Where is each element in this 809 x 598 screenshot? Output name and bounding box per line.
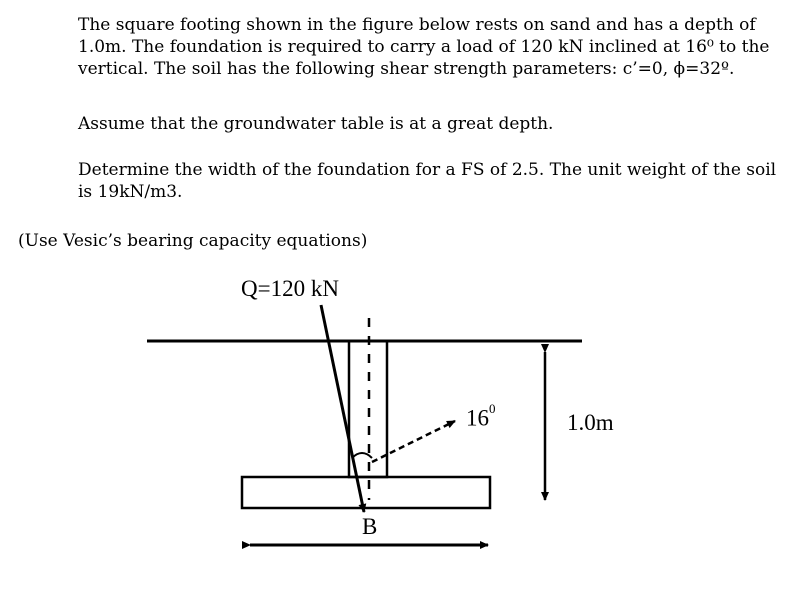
paragraph-2-line-1: Assume that the groundwater table is at a great depth. bbox=[78, 114, 554, 134]
angle-arc bbox=[352, 453, 372, 458]
problem-paragraph-4: (Use Vesic’s bearing capacity equations) bbox=[18, 231, 368, 251]
angle-unit: 0 bbox=[489, 401, 496, 416]
paragraph-1-line-2: 1.0m. The foundation is required to carry a load of 120 kN inclined at 16⁰ to the bbox=[78, 37, 770, 57]
paragraph-3-line-2: is 19kN/m3. bbox=[78, 182, 183, 202]
load-label: Q=120 kN bbox=[241, 276, 339, 301]
angle-value: 16 bbox=[466, 405, 489, 431]
footing-base bbox=[242, 477, 490, 508]
depth-label: 1.0m bbox=[567, 410, 614, 435]
paragraph-1-line-3: vertical. The soil has the following shear strength parameters: c’=0, ϕ=32º. bbox=[78, 59, 735, 79]
width-label: B bbox=[362, 514, 378, 539]
load-arrow bbox=[321, 305, 364, 512]
angle-pointer-arrow bbox=[372, 421, 455, 462]
angle-label bbox=[466, 400, 496, 432]
paragraph-1-line-1: The square footing shown in the figure below rests on sand and has a depth of bbox=[78, 15, 756, 35]
paragraph-3-line-1: Determine the width of the foundation for a FS of 2.5. The unit weight of the soil bbox=[78, 160, 777, 180]
